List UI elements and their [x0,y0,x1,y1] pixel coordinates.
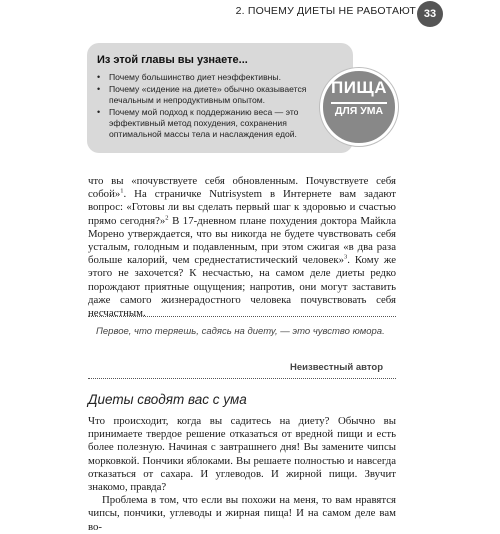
badge-main-word: ПИЩА [330,78,388,97]
text-run: . На страничке Nutrisystem в Интернете вам задают вопрос: «Готовы ли вы сделать первый шаг к здоровью и счастью прямо сегодня?» [88,188,396,227]
summary-item [97,72,311,83]
summary-item-text: Почему «сидение на диете» обычно оказывается печальным и непродуктивным опытом. [109,84,307,105]
section-body [88,415,396,534]
body-paragraph [88,175,396,320]
bullet-icon: • [97,72,101,82]
paragraph: Что происходит, когда вы садитесь на диету? Обычно вы принимаете твердое решение отказаться от вредной пищи и есть более полезную. Начиная с завтрашнего дня! Вы замените чипсы морковкой. Пончики яблоками. Вы решаете полностью и навсегда отказаться от сахара. И углеводов. И жирной пищи. Звучит знакомо, правда? [88,415,396,494]
summary-item-text: Почему большинство диет неэффективны. [109,72,281,82]
paragraph: Проблема в том, что если вы похожи на меня, то вам нравятся чипсы, пончики, углеводы и жирная пища! И на самом деле вам во- [88,494,396,533]
quote-divider-bottom [88,378,396,379]
summary-title: Из этой главы вы узнаете... [97,54,248,66]
summary-item [97,84,311,106]
summary-item-text: Почему мой подход к поддержанию веса — это эффективный метод похудения, сохранения оптимальной массы тела и наслаждения едой. [109,107,299,139]
bullet-icon: • [97,84,101,94]
quote-divider-top [88,316,396,317]
epigraph-quote: Первое, что теряешь, садясь на диету, — это чувство юмора. [96,326,385,337]
quote-author: Неизвестный автор [290,362,383,373]
text-run: что вы «почувствуете себя обновленным. Почувствуете себя собой» [88,175,396,201]
page-number-badge: 33 [417,1,443,27]
footnote-ref: 2 [165,214,169,222]
summary-list [97,72,311,141]
footnote-ref: 3 [344,253,348,261]
section-heading: Диеты сводят вас с ума [88,392,247,407]
text-run: . Кому же этого не захочется? К несчастью, на самом деле диеты редко порождают приятные ощущения; напротив, они могут заставить даже самого жизнерадостного человека почувствовать себя несчастным. [88,254,397,320]
footnote-ref: 1 [120,187,124,195]
summary-item [97,107,311,140]
badge-divider [331,102,387,104]
chapter-summary-box [87,43,353,153]
badge-subtitle: ДЛЯ УМА [334,105,384,117]
bullet-icon: • [97,107,101,117]
text-run: В 17-дневном плане похудения доктора Майкла Морено утверждается, что вы никогда не будете чувствовать себя усталым, голодным и подавленным, при этом сжигая «в два раза больше калорий, чем среднестатистический человек» [88,214,396,267]
running-header: 2. ПОЧЕМУ ДИЕТЫ НЕ РАБОТАЮТ [235,5,416,17]
